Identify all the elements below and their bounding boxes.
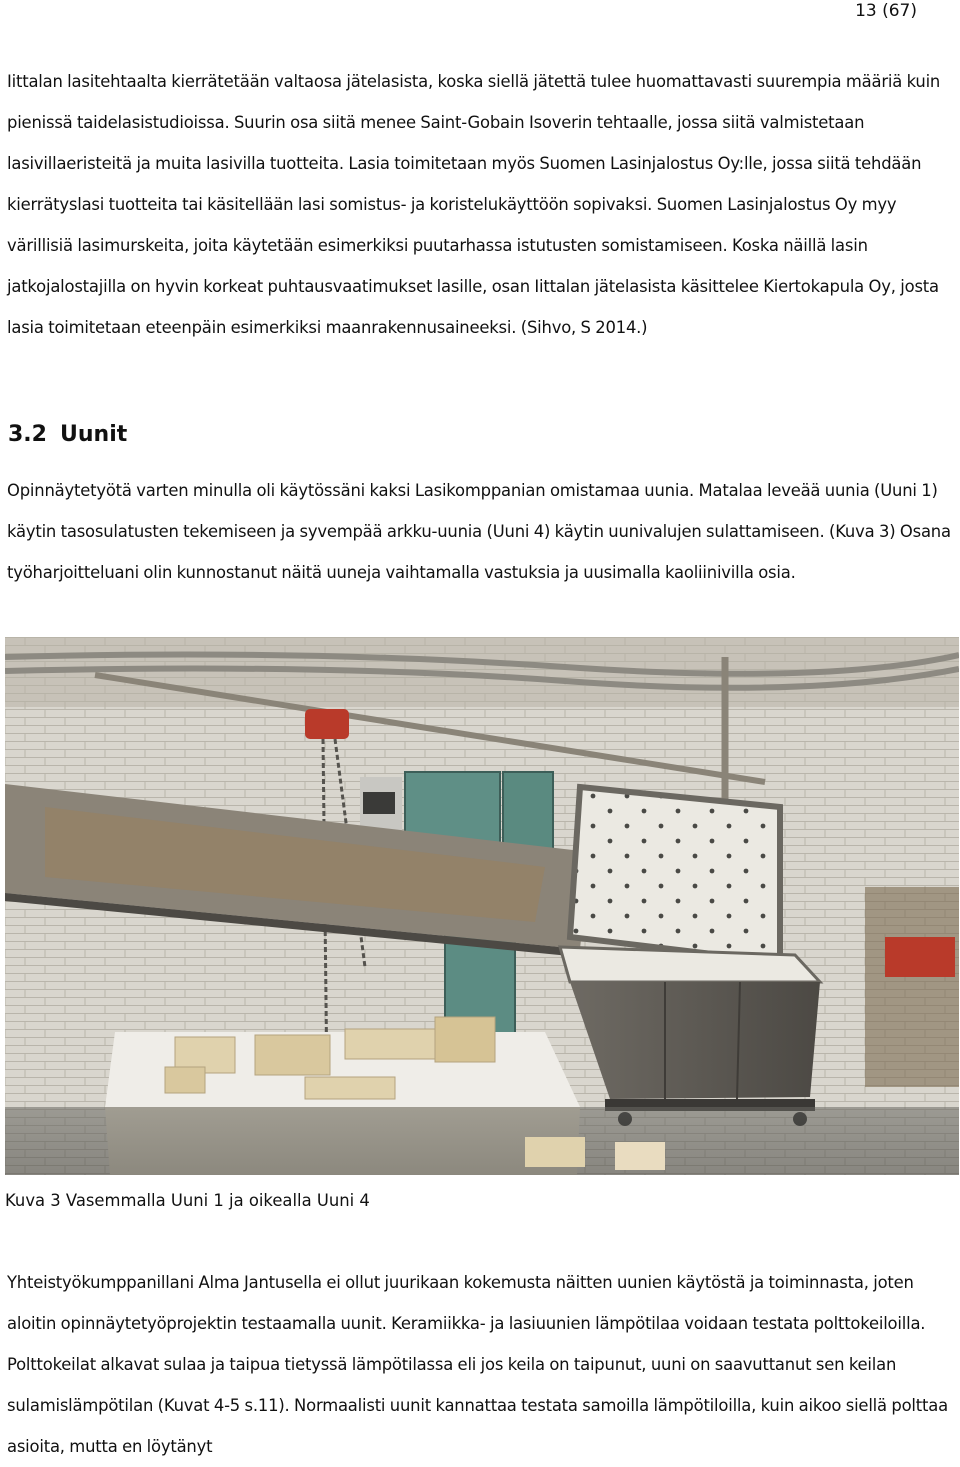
- firebrick-6: [305, 1077, 395, 1099]
- firebrick-2: [255, 1035, 330, 1075]
- section-heading: [8, 419, 127, 451]
- kiln-photo: [5, 637, 959, 1175]
- paragraph-kilns: Opinnäytetyötä varten minulla oli käytössäni kaksi Lasikomppanian omistamaa uunia. Matalaa leveää uunia (Uuni 1) käytin tasosulatusten tekemiseen ja syvempää arkku-uunia (Uuni 4) käytin uunivalujen sulattamiseen. (Kuva 3) Osana työharjoitteluani olin kunnostanut näitä uuneja vaihtamalla vastuksia ja uusimalla kaoliinivilla osia.: [7, 481, 951, 582]
- floor-brick: [525, 1137, 585, 1167]
- firebrick-5: [165, 1067, 205, 1093]
- red-machine: [885, 937, 955, 977]
- paragraph-recycling: Iittalan lasitehtaalta kierrätetään valtaosa jätelasista, koska siellä jätettä tulee huomattavasti suurempia määriä kuin pienissä taidelasistudioissa. Suurin osa siitä menee Saint-Gobain Isoverin tehtaalle, jossa siitä valmistetaan lasivillaeristeitä ja muita lasivilla tuotteita. Lasia toimitetaan myös Suomen Lasinjalostus Oy:lle, jossa siitä tehdään kierrätyslasi tuotteita tai käsitellään lasi somistus- ja koristelukäyttöön sopivaksi. Suomen Lasinjalostus Oy myy värillisiä lasimurskeita, joita käytetään esimerkiksi puutarhassa istutusten somistamiseen. Koska näillä lasin jatkojalostajilla on hyvin korkeat puhtausvaatimukset lasille, osan Iittalan jätelasista käsittelee Kiertokapula Oy, josta lasia toimitetaan eteenpäin esimerkiksi maanrakennusaineeksi. (Sihvo, S 2014.): [7, 72, 941, 337]
- page-number: 13 (67): [855, 1, 917, 21]
- kiln4-body: [570, 982, 820, 1099]
- figure-caption: Kuva 3 Vasemmalla Uuni 1 ja oikealla Uuni 4: [5, 1191, 370, 1210]
- floor-brick: [615, 1142, 665, 1170]
- meter-box: [363, 792, 395, 814]
- chain-hoist: [305, 709, 349, 739]
- side-shelf: [865, 887, 959, 1087]
- floor: [5, 1107, 959, 1175]
- section-title: Uunit: [60, 422, 128, 447]
- section-number: 3.2: [8, 422, 47, 447]
- kiln4-lid: [570, 787, 780, 962]
- paragraph-testing: Yhteistyökumppanillani Alma Jantusella ei ollut juurikaan kokemusta näitten uunien käytöstä ja toiminnasta, joten aloitin opinnäytetyöprojektin testaamalla uunit. Keramiikka- ja lasiuunien lämpötilaa voidaan testata polttokeiloilla. Polttokeilat alkavat sulaa ja taipua tietyssä lämpötilassa eli jos keila on taipunut, uuni on saavuttanut sen keilan sulamislämpötilan (Kuvat 4-5 s.11). Normaalisti uunit kannattaa testata samoilla lämpötiloilla, kuin aikoo siellä polttaa asioita, mutta en löytänyt: [7, 1273, 948, 1456]
- firebrick-4: [435, 1017, 495, 1062]
